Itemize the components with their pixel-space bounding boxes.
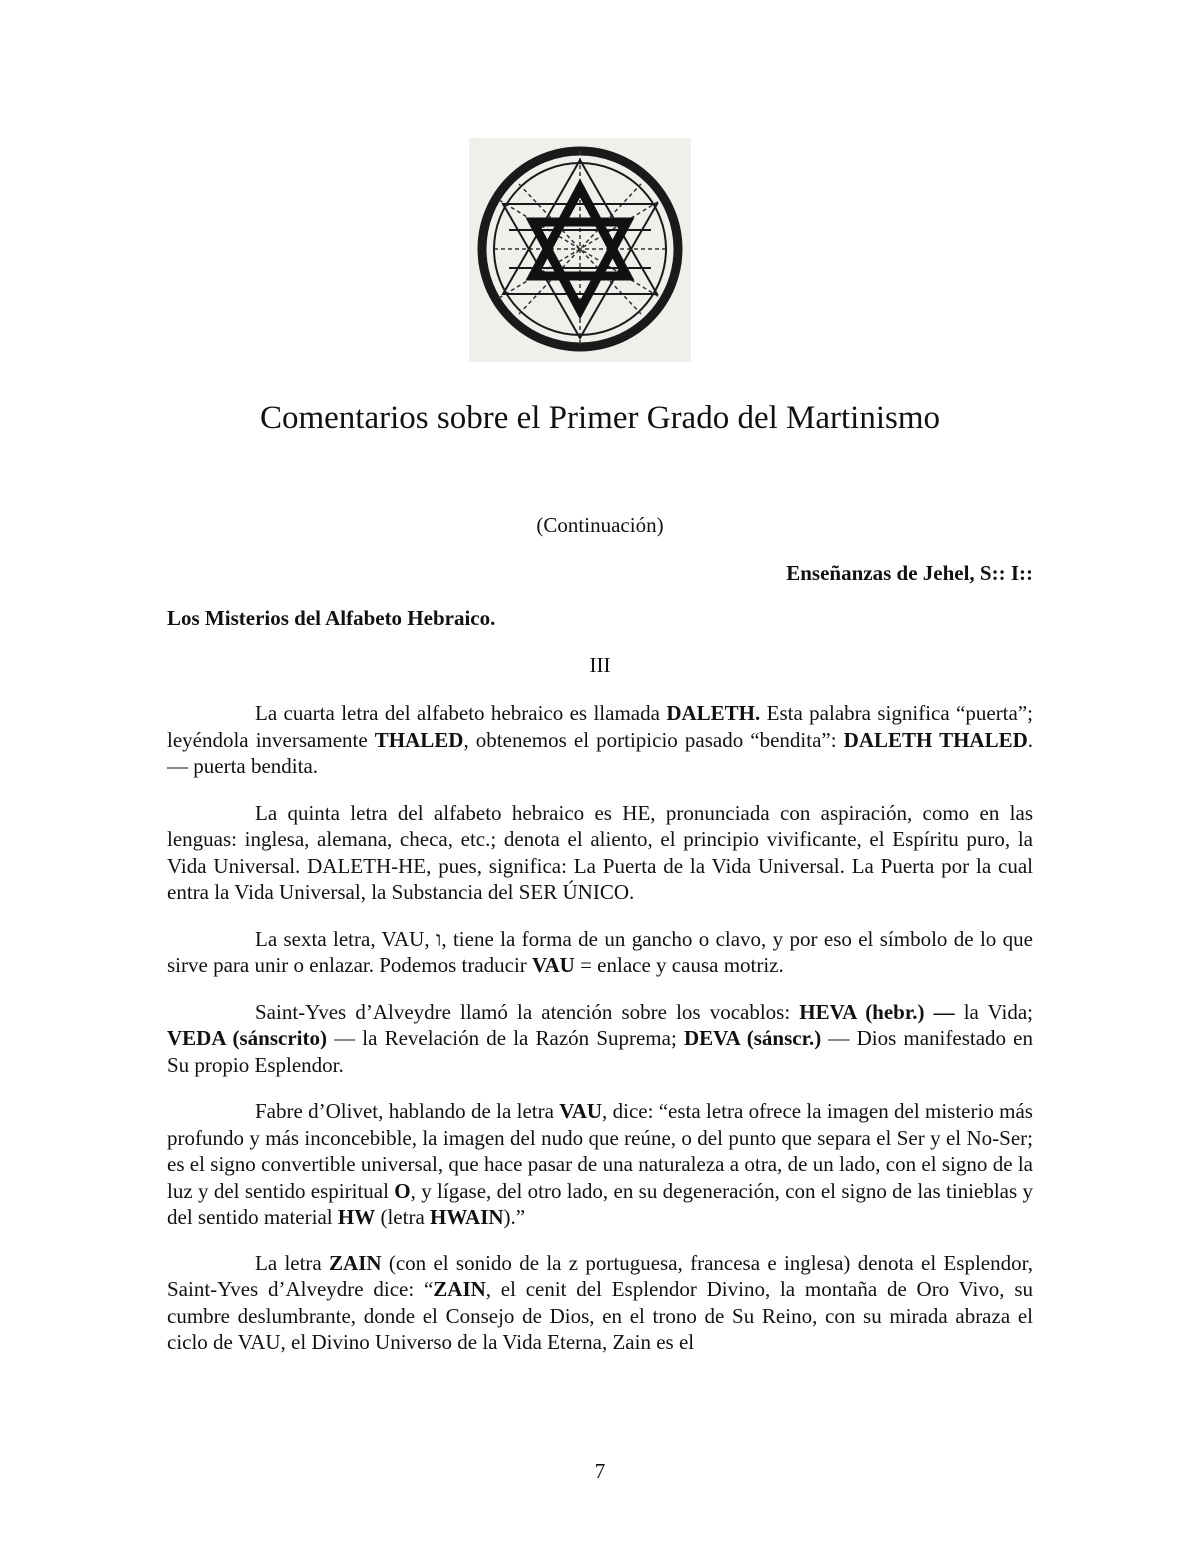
hexagram-emblem-icon bbox=[469, 138, 691, 362]
body-text bbox=[167, 700, 1033, 1376]
paragraph: La cuarta letra del alfabeto hebraico es llamada DALETH. Esta palabra significa “puerta”; leyéndola inversamente THALED, obtenemos el portipicio pasado “bendita”: DALETH THALED.— puerta bendita. bbox=[167, 701, 1034, 778]
paragraph: La letra ZAIN (con el sonido de la z portuguesa, francesa e inglesa) denota el Esplendor, Saint-Yves d’Alveydre dice: “ZAIN, el cenit del Esplendor Divino, la montaña de Oro Vivo, su cumbre deslumbrante, donde el Consejo de Dios, en el trono de Su Reino, con su mirada abraza el ciclo de VAU, el Divino Universo de la Vida Eterna, Zain es el bbox=[167, 1250, 1034, 1354]
paragraph: Saint-Yves d’Alveydre llamó la atención sobre los vocablos: HEVA (hebr.) — la Vida; VEDA (sánscrito) — la Revelación de la Razón Suprema; DEVA (sánscr.) — Dios manifestado en Su propio Esplendor. bbox=[167, 999, 1033, 1077]
author-attribution: Enseñanzas de Jehel, S:: I:: bbox=[786, 561, 1033, 585]
page-title: Comentarios sobre el Primer Grado del Martinismo bbox=[259, 400, 941, 436]
page-number: 7 bbox=[594, 1459, 606, 1483]
paragraph: La sexta letra, VAU, ו, tiene la forma de un gancho o clavo, y por eso el símbolo de lo que sirve para unir o enlazar. Podemos traducir VAU = enlace y causa motriz. bbox=[167, 926, 1033, 977]
subtitle: (Continuación) bbox=[536, 513, 664, 537]
paragraph: La quinta letra del alfabeto hebraico es HE, pronunciada con aspiración, como en las lenguas: inglesa, alemana, checa, etc.; denota el aliento, el principio vivificante, el Espíritu puro, la Vida Universal. DALETH-HE, pues, significa: La Puerta de la Vida Universal. La Puerta por la cual entra la Vida Universal, la Substancia del SER ÚNICO. bbox=[167, 800, 1033, 904]
paragraph: Fabre d’Olivet, hablando de la letra VAU, dice: “esta letra ofrece la imagen del misterio más profundo y más inconcebible, la imagen del nudo que reúne, o del punto que separa el Ser y el No-Ser; es el signo convertible universal, que hace pasar de una naturaleza a otra, de un lado, con el signo de la luz y del sentido espiritual O, y lígase, del otro lado, en su degeneración, con el signo de las tinieblas y del sentido material HW (letra HWAIN).” bbox=[167, 1099, 1033, 1229]
section-numeral: III bbox=[589, 653, 611, 677]
section-heading: Los Misterios del Alfabeto Hebraico. bbox=[167, 606, 496, 630]
